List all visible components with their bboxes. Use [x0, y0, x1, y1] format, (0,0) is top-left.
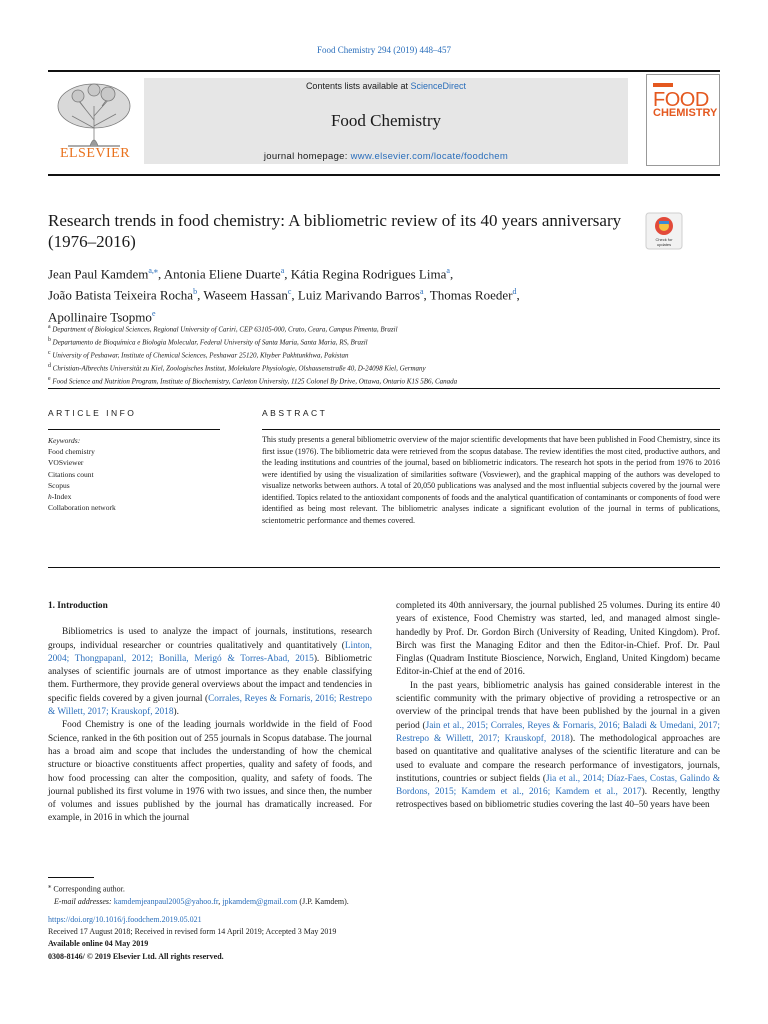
journal-cover-image — [646, 74, 720, 166]
svg-text:Check for: Check for — [655, 237, 673, 242]
email-link[interactable]: jpkamdem@gmail.com — [222, 897, 298, 907]
author-affiliation-marker[interactable]: a — [419, 287, 424, 297]
body-paragraph: Food Chemistry is one of the leading journals worldwide in the field of Food Science, ranked in the 6th position out of 255 journals in Scopus database. The journal has a broad aim and scope that includes the understanding of how the chemical structure or bioactive constituents affect properties, quality and safety of foods, and how food processing can alter the composition, quality, and safety of foods. The journal published its first volume in 1976 with two issues, and since then, the number of volumes and issues published by the journal has dramatically increased. For example, in 2016 in which the journal — [48, 720, 372, 824]
sciencedirect-link[interactable]: ScienceDirect — [410, 81, 467, 91]
citation-link[interactable]: Corrales, Reyes & Fornaris, 2016; Restrepo & Willett, 2017; Krauskopf, 2018 — [48, 693, 372, 718]
body-paragraph: completed its 40th anniversary, the journal published 25 volumes. During its entire 40 years of existence, Food Chemistry was started, led, and managed almost single-handedly by Prof. Dr. Gordon Birch (University of Reading, United Kingdom). Prof. Birch was first the Managing Editor and then the Editor-in-Chief. Prof. Dr. Paul Finglas (Quadram Institute Bioscience, Norwich, England, United Kingdom) became Editor-in-Chief at the end of 2016. — [396, 601, 720, 678]
keyword-item: h-Index — [48, 492, 72, 502]
affiliation-list — [48, 322, 720, 387]
footnote: ⁎ Corresponding author. E-mail addresses: kamdemjeanpaul2005@yahoo.fr, jpkamdem@gmail.com (J.P. Kamdem). — [48, 883, 349, 907]
abstract-heading: ABSTRACT — [262, 408, 328, 418]
section-heading: 1. Introduction — [48, 601, 108, 611]
footnote-divider — [48, 877, 94, 878]
received-dates: Received 17 August 2018; Received in revised form 14 April 2019; Accepted 3 May 2019 — [48, 927, 337, 937]
elsevier-logo-text: ELSEVIER — [59, 146, 131, 161]
contents-line: Contents lists available at ScienceDirect — [305, 81, 467, 91]
keyword-item: Citations count — [48, 469, 94, 479]
divider — [48, 388, 720, 389]
divider — [262, 429, 720, 430]
affiliation-item: $^d$ Christian-Albrechts Universität zu Kiel, Zoologisches Institut, Molekulare Physiologie, Olshausenstraße 40, D-24098 Kiel, Germany — [48, 362, 426, 373]
author-name: João Batista Teixeira Rocha — [48, 287, 194, 303]
divider — [48, 429, 220, 430]
affiliation-item: $^a$ Department of Biological Sciences, Regional University of Cariri, CEP 63105-000, Crato, Ceara, Campus Pimenta, Brazil — [48, 324, 398, 334]
copyright: 0308-8146/ © 2019 Elsevier Ltd. All rights reserved. — [48, 951, 224, 961]
article-info-heading: ARTICLE INFO — [48, 408, 137, 418]
body-column-left — [48, 600, 372, 826]
keyword-item: Food chemistry — [48, 447, 95, 457]
citation-link[interactable]: Jia et al., 2014; Díaz-Faes, Costas, Galindo & Bordons, 2015; Kamdem et al., 2016; Kamdem et al., 2017 — [396, 773, 720, 798]
svg-text:updates: updates — [656, 242, 672, 247]
author-name: Luiz Marivando Barros — [297, 287, 420, 303]
keywords-block — [48, 435, 228, 513]
author-name: Waseem Hassan — [203, 287, 288, 303]
affiliation-item: $^e$ Food Science and Nutrition Program, Institute of Biochemistry, Carleton University, 1125 Colonel By Drive, Ottawa, Ontario K1S 5B6, Canada — [48, 375, 458, 386]
body-column-right — [396, 600, 720, 813]
elsevier-tree-icon — [48, 76, 140, 168]
affiliation-item: $^b$ Departamento de Bioquímica e Biologia Molecular, Federal University of Santa Maria, Santa Maria, RS, Brazil — [48, 336, 368, 347]
author-name: Thomas Roeder — [429, 287, 513, 303]
doi-link[interactable]: https://doi.org/10.1016/j.foodchem.2019.05.021 — [48, 915, 202, 924]
keyword-item: Collaboration network — [48, 503, 116, 513]
body-paragraph: Bibliometrics is used to analyze the impact of journals, institutions, research groups, individual researcher or countries qualitatively and quantitatively (Linton, 2004; Thongpapanl, 2012; Bonilla, Merigó & Torres-Abad, 2015). Bibliometric analyses of scientific journals are of utmost importance as they enable classifying them. Furthermore, they provide general overviews about the impact and tendencies in specific fields covered by a given journal (Corrales, Reyes & Fornaris, 2016; Restrepo & Willett, 2017; Krauskopf, 2018). — [48, 627, 372, 718]
article-title: Research trends in food chemistry: A bibliometric review of its 40 years anniversary (1976–2016) — [48, 211, 622, 251]
author-affiliation-marker[interactable]: b — [193, 287, 198, 297]
author-list: Jean Paul Kamdem$^{a,⁎}$, Antonia Eliene Duarte$^a$, Kátia Regina Rodrigues Lima$^a$, João Batista Teixeira Rocha$^b$, Waseem Hassan$^c$, Luiz Marivando Barros$^a$, Thomas Roeder$^d$, Apollinaire Tsopmo$^e$ — [48, 266, 520, 324]
journal-title: Food Chemistry — [330, 111, 442, 130]
cover-title-line2: CHEMISTRY — [653, 107, 718, 119]
author-affiliation-marker[interactable]: a,⁎ — [148, 266, 158, 275]
publication-info — [48, 914, 548, 963]
cover-title-line1: FOOD — [653, 89, 709, 111]
citation-link[interactable]: Linton, 2004; Thongpapanl, 2012; Bonilla, Merigó & Torres-Abad, 2015 — [48, 640, 372, 664]
author-name: Apollinaire Tsopmo — [48, 308, 152, 324]
abstract-text: This study presents a general bibliometric overview of the major scientific developments that have been published in Food Chemistry, since its first issue (1976). The bibliometric data were retrieved from the scopus database. The review identifies the most cited, productive authors, and the leading institutions and countries of the journal, based on bibliometric indicators. The research hot spots in the period from 1976 to 2016 were identified by using the visualization of similarities software (Vosviewer), and the graphical mapping of the authors was developed to visualize networks between authors. A total of 20,050 publications was analysed and the most influential subjects covered by the journal were identified. Topics related to the antioxidant components of foods and the analytical quantification of contaminants or components of food were identified as being most relevant. The bibliometric analyses indicate a significant evolution of the journal in terms of publications, scientometric performance and themes covered. — [262, 435, 720, 525]
homepage-link[interactable]: www.elsevier.com/locate/foodchem — [350, 151, 509, 162]
author-name: Jean Paul Kamdem — [48, 266, 149, 282]
body-paragraph: In the past years, bibliometric analysis has gained considerable interest in the scientific community with the primary objective of providing a retrospective or an overview of the principal trends that have been published by the journal in a given period (Jain et al., 2015; Corrales, Reyes & Fornaris, 2016; Baladi & Umedani, 2017; Restrepo & Willett, 2017; Krauskopf, 2018). The methodological approaches are based on quantitative and qualitative analyses of the scientific literature and can be used to evaluate and compare the research performance of investigators, journals, institutions, countries or subject fields (Jia et al., 2014; Díaz-Faes, Costas, Galindo & Bordons, 2015; Kamdem et al., 2016; Kamdem et al., 2017). Recently, lengthy retrospectives based on bibliometric studies covering the last 40–50 years have been — [396, 680, 721, 811]
author-affiliation-marker[interactable]: d — [512, 287, 517, 297]
available-online: Available online 04 May 2019 — [48, 939, 149, 949]
keywords-label: Keywords: — [48, 436, 81, 445]
affiliation-item: $^c$ University of Peshawar, Institute of Chemical Sciences, Peshawar 25120, Khyber Pakhtunkhwa, Pakistan — [48, 349, 349, 360]
author-affiliation-marker[interactable]: a — [446, 266, 450, 275]
journal-header — [48, 70, 720, 176]
keyword-item: VOSviewer — [48, 458, 84, 468]
masthead — [144, 78, 628, 164]
author-name: Kátia Regina Rodrigues Lima — [290, 266, 447, 282]
author-affiliation-marker[interactable]: a — [280, 266, 285, 275]
citation-link[interactable]: Jain et al., 2015; Corrales, Reyes & Fornaris, 2016; Baladi & Umedani, 2017; Restrepo & Willett, 2017; Krauskopf, 2018 — [396, 720, 721, 744]
cover-accent-bar — [653, 83, 673, 87]
homepage-line: journal homepage: www.elsevier.com/locate/foodchem — [263, 151, 509, 162]
author-affiliation-marker[interactable]: e — [151, 308, 156, 318]
keyword-item: Scopus — [48, 480, 70, 490]
check-for-updates-icon[interactable] — [645, 212, 683, 250]
author-name: Antonia Eliene Duarte — [163, 266, 281, 282]
email-link[interactable]: kamdemjeanpaul2005@yahoo.fr — [113, 897, 219, 907]
journal-reference[interactable]: Food Chemistry 294 (2019) 448–457 — [317, 45, 451, 55]
author-affiliation-marker[interactable]: c — [287, 287, 292, 297]
divider — [48, 567, 720, 568]
